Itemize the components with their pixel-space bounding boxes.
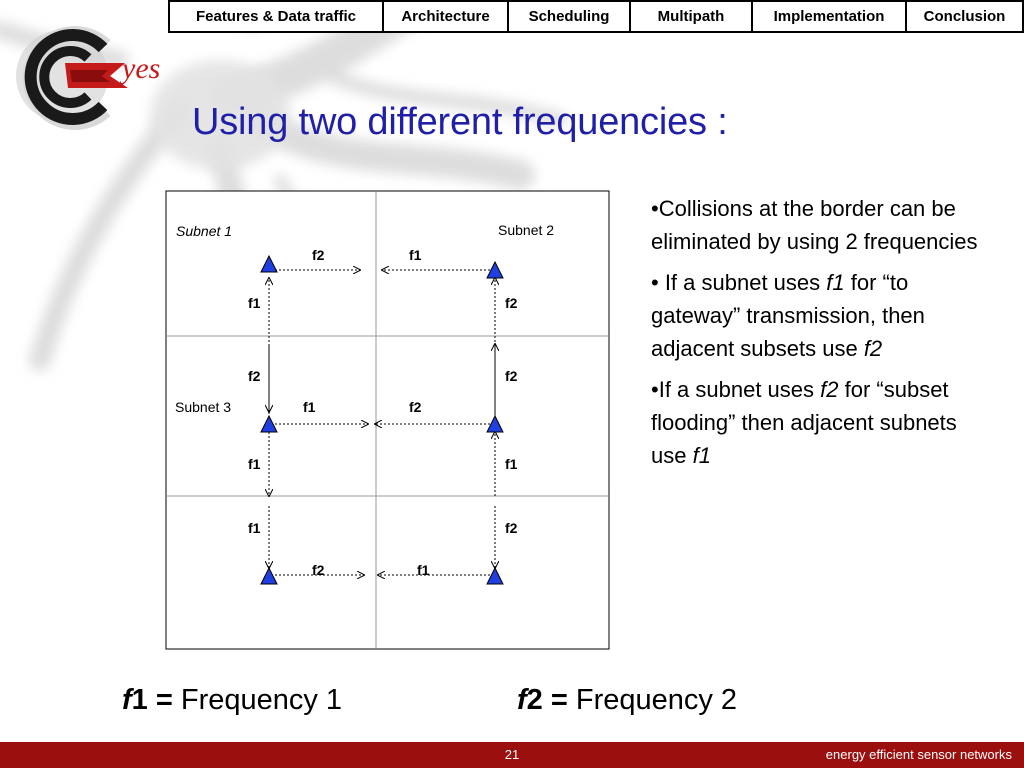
bullet-item (651, 266, 996, 365)
edge-label: f2 (505, 368, 518, 384)
section-nav (168, 0, 1024, 33)
legend-frequency-1 (122, 684, 342, 717)
edge-label: f1 (248, 295, 261, 311)
tab-scheduling[interactable]: Scheduling (509, 2, 631, 31)
bullet-text: for “to gateway” transmission, then adjacent subsets use (651, 270, 925, 361)
edge-label: f2 (312, 247, 325, 263)
edge-label: f1 (248, 456, 261, 472)
tab-multipath[interactable]: Multipath (631, 2, 753, 31)
footer-caption: energy efficient sensor networks (825, 747, 1012, 762)
edge-label: f1 (409, 247, 422, 263)
bullet-text: •Collisions at the border can be eliminated by using 2 frequencies (651, 196, 978, 254)
bullet-item (651, 373, 996, 472)
bullet-emphasis: f1 (692, 443, 711, 468)
bullet-emphasis: f2 (820, 377, 839, 402)
diagram-frame (166, 191, 609, 649)
edge-label: f1 (303, 399, 316, 415)
edge-label: f2 (312, 562, 325, 578)
tab-conclusion[interactable]: Conclusion (923, 8, 1006, 25)
subnet-label: Subnet 2 (498, 222, 555, 238)
legend-key: f1 = (122, 684, 173, 716)
subnet-label: Subnet 1 (176, 223, 233, 239)
footer-bar (0, 742, 1024, 768)
legend-value: Frequency 2 (567, 684, 738, 716)
svg-text:yes: yes (122, 52, 161, 85)
edge-label: f2 (409, 399, 422, 415)
bullet-emphasis: f1 (826, 270, 845, 295)
tab-architecture[interactable]: Architecture (384, 2, 509, 31)
edge-label: f2 (505, 520, 518, 536)
frequency-grid-diagram (165, 190, 611, 652)
eyes-logo (10, 18, 180, 138)
tab-implementation[interactable]: Implementation (753, 2, 907, 31)
legend-frequency-2 (517, 684, 737, 717)
edge-label: f2 (505, 295, 518, 311)
bullet-item (651, 192, 996, 258)
slide-title: Using two different frequencies : (192, 101, 728, 143)
page-number: 21 (504, 747, 520, 762)
edge-label: f2 (248, 368, 261, 384)
bullet-text: for “subset flooding” then adjacent subnets use (651, 377, 957, 468)
bullet-text: •If a subnet uses (651, 377, 821, 402)
legend-key: f2 = (517, 684, 568, 716)
bullet-emphasis: f2 (863, 336, 883, 361)
legend-value: Frequency 1 (172, 684, 343, 716)
edge-label: f1 (417, 562, 430, 578)
bullet-list (651, 192, 996, 480)
edge-label: f1 (248, 520, 261, 536)
bullet-text: • If a subnet uses (651, 270, 827, 295)
subnet-label: Subnet 3 (175, 399, 232, 415)
tab-features-data-traffic[interactable]: Features & Data traffic (170, 2, 384, 31)
edge-label: f1 (505, 456, 518, 472)
